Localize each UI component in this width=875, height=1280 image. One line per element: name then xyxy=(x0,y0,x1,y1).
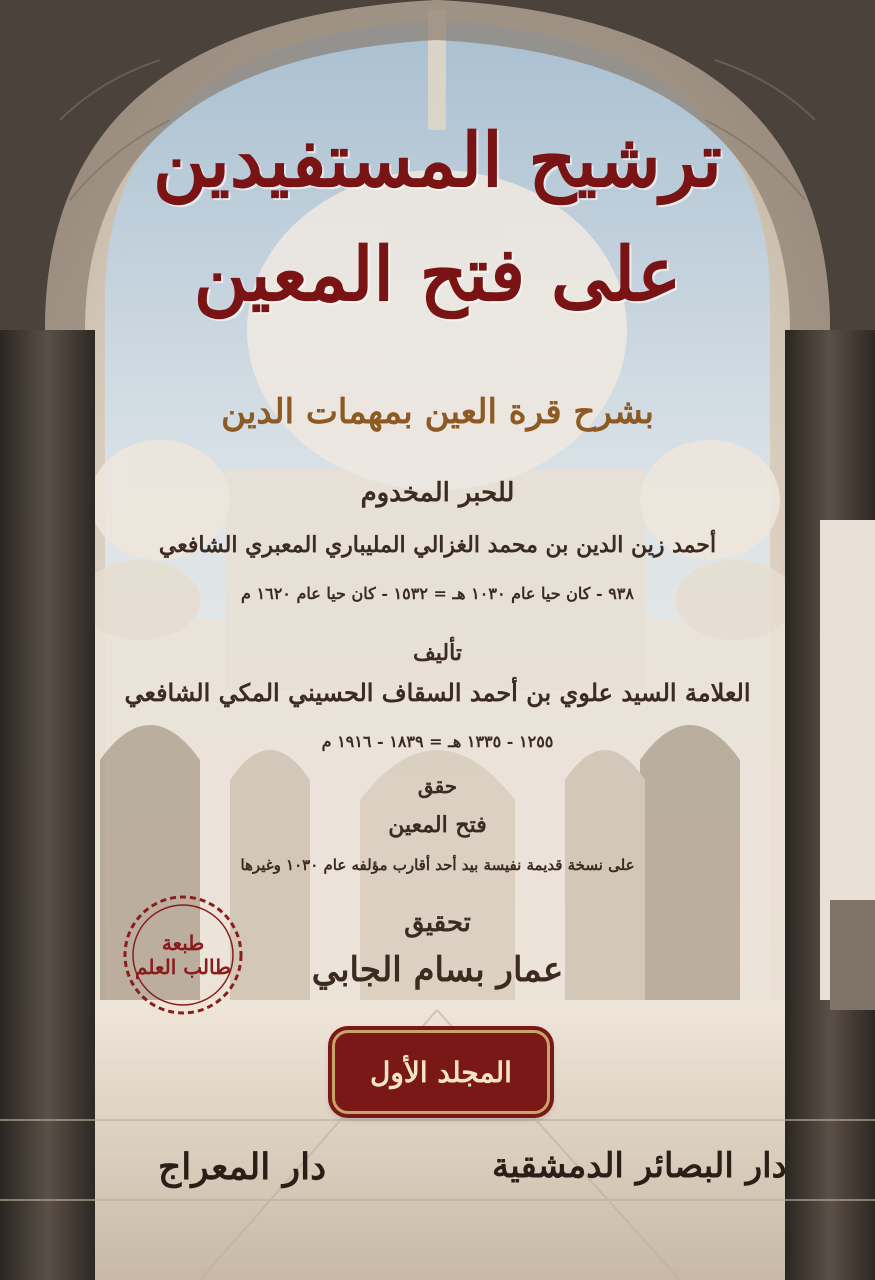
original-author-dates: ٩٣٨ - كان حيا عام ١٠٣٠ هـ = ١٥٣٢ - كان حيا عام ١٦٢٠ م xyxy=(241,584,634,603)
dedication-line: للحبر المخدوم xyxy=(360,478,515,508)
commentary-author-dates: ١٢٥٥ - ١٣٣٥ هـ = ١٨٣٩ - ١٩١٦ م xyxy=(321,732,554,751)
editor-name: عمار بسام الجابي xyxy=(311,950,564,990)
seal-text-line2: طالب العلم xyxy=(135,955,231,979)
publisher-right: دار البصائر الدمشقية xyxy=(492,1146,787,1186)
book-subtitle: بشرح قرة العين بمهمات الدين xyxy=(221,392,654,432)
book-title-line2: على فتح المعين xyxy=(193,232,682,318)
commentary-author-name: العلامة السيد علوي بن أحمد السقاف الحسيني المكي الشافعي xyxy=(124,678,751,707)
seal-text-line1: طبعة xyxy=(161,931,205,955)
seal-ring-icon xyxy=(120,892,246,1018)
left-pillar xyxy=(0,330,95,1280)
original-author-name: أحمد زين الدين بن محمد الغزالي المليباري المعبري الشافعي xyxy=(158,532,717,558)
student-edition-seal xyxy=(120,892,246,1018)
volume-label: المجلد الأول xyxy=(370,1055,512,1089)
verified-label: حقق xyxy=(417,774,458,798)
publisher-left: دار المعراج xyxy=(158,1146,327,1188)
editing-label: تحقيق xyxy=(404,908,471,938)
manuscript-note: على نسخة قديمة نفيسة بيد أحد أقارب مؤلفه عام ١٠٣٠ وغيرها xyxy=(240,856,635,874)
base-text-title: فتح المعين xyxy=(388,812,487,838)
authorship-label: تأليف xyxy=(413,640,462,666)
volume-badge xyxy=(332,1030,550,1114)
book-title-line1: ترشيح المستفيدين xyxy=(152,118,723,204)
